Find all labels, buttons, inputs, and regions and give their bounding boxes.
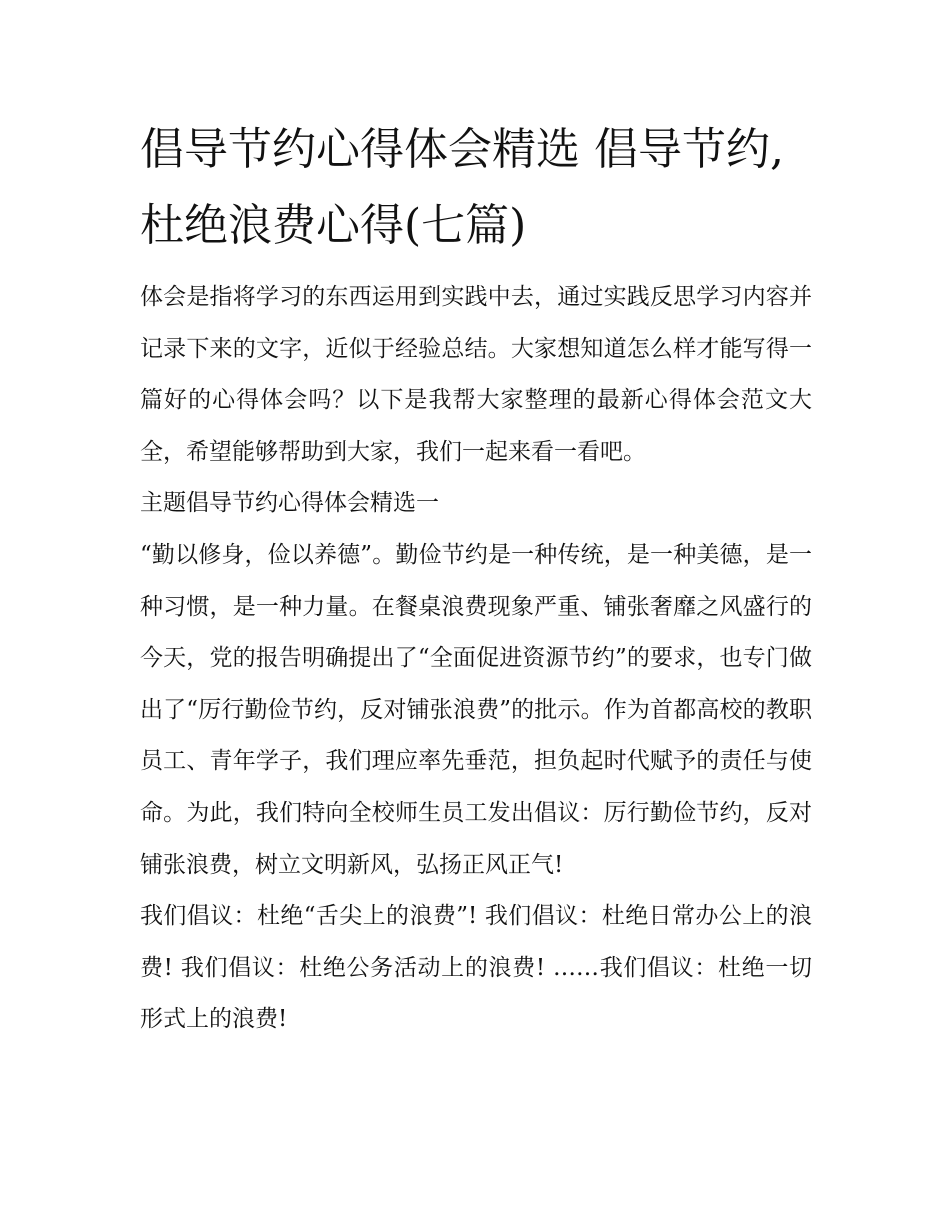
section-heading: 主题倡导节约心得体会精选一: [140, 490, 439, 517]
document-body: [140, 272, 812, 1046]
intro-paragraph: 体会是指将学习的东西运用到实践中去，通过实践反思学习内容并记录下来的文字，近似于经验总结。大家想知道怎么样才能写得一篇好的心得体会吗？以下是我帮大家整理的最新心得体会范文大全，希望能够帮助到大家，我们一起来看一看吧。: [140, 284, 812, 465]
document-title: 倡导节约心得体会精选 倡导节约,杜绝浪费心得(七篇): [140, 124, 784, 251]
document-content: [140, 112, 812, 1046]
proposal-paragraph: 我们倡议：杜绝“舌尖上的浪费”! 我们倡议：杜绝日常办公上的浪费! 我们倡议：杜绝公务活动上的浪费! ……我们倡议：杜绝一切形式上的浪费!: [140, 903, 812, 1033]
body-paragraph: “勤以修身，俭以养德”。勤俭节约是一种传统，是一种美德，是一种习惯，是一种力量。在餐桌浪费现象严重、铺张奢靡之风盛行的今天，党的报告明确提出了“全面促进资源节约”的要求，也专门做出了“厉行勤俭节约，反对铺张浪费”的批示。作为首都高校的教职员工、青年学子，我们理应率先垂范，担负起时代赋予的责任与使命。为此，我们特向全校师生员工发出倡议：厉行勤俭节约，反对铺张浪费，树立文明新风，弘扬正风正气!: [140, 541, 812, 878]
